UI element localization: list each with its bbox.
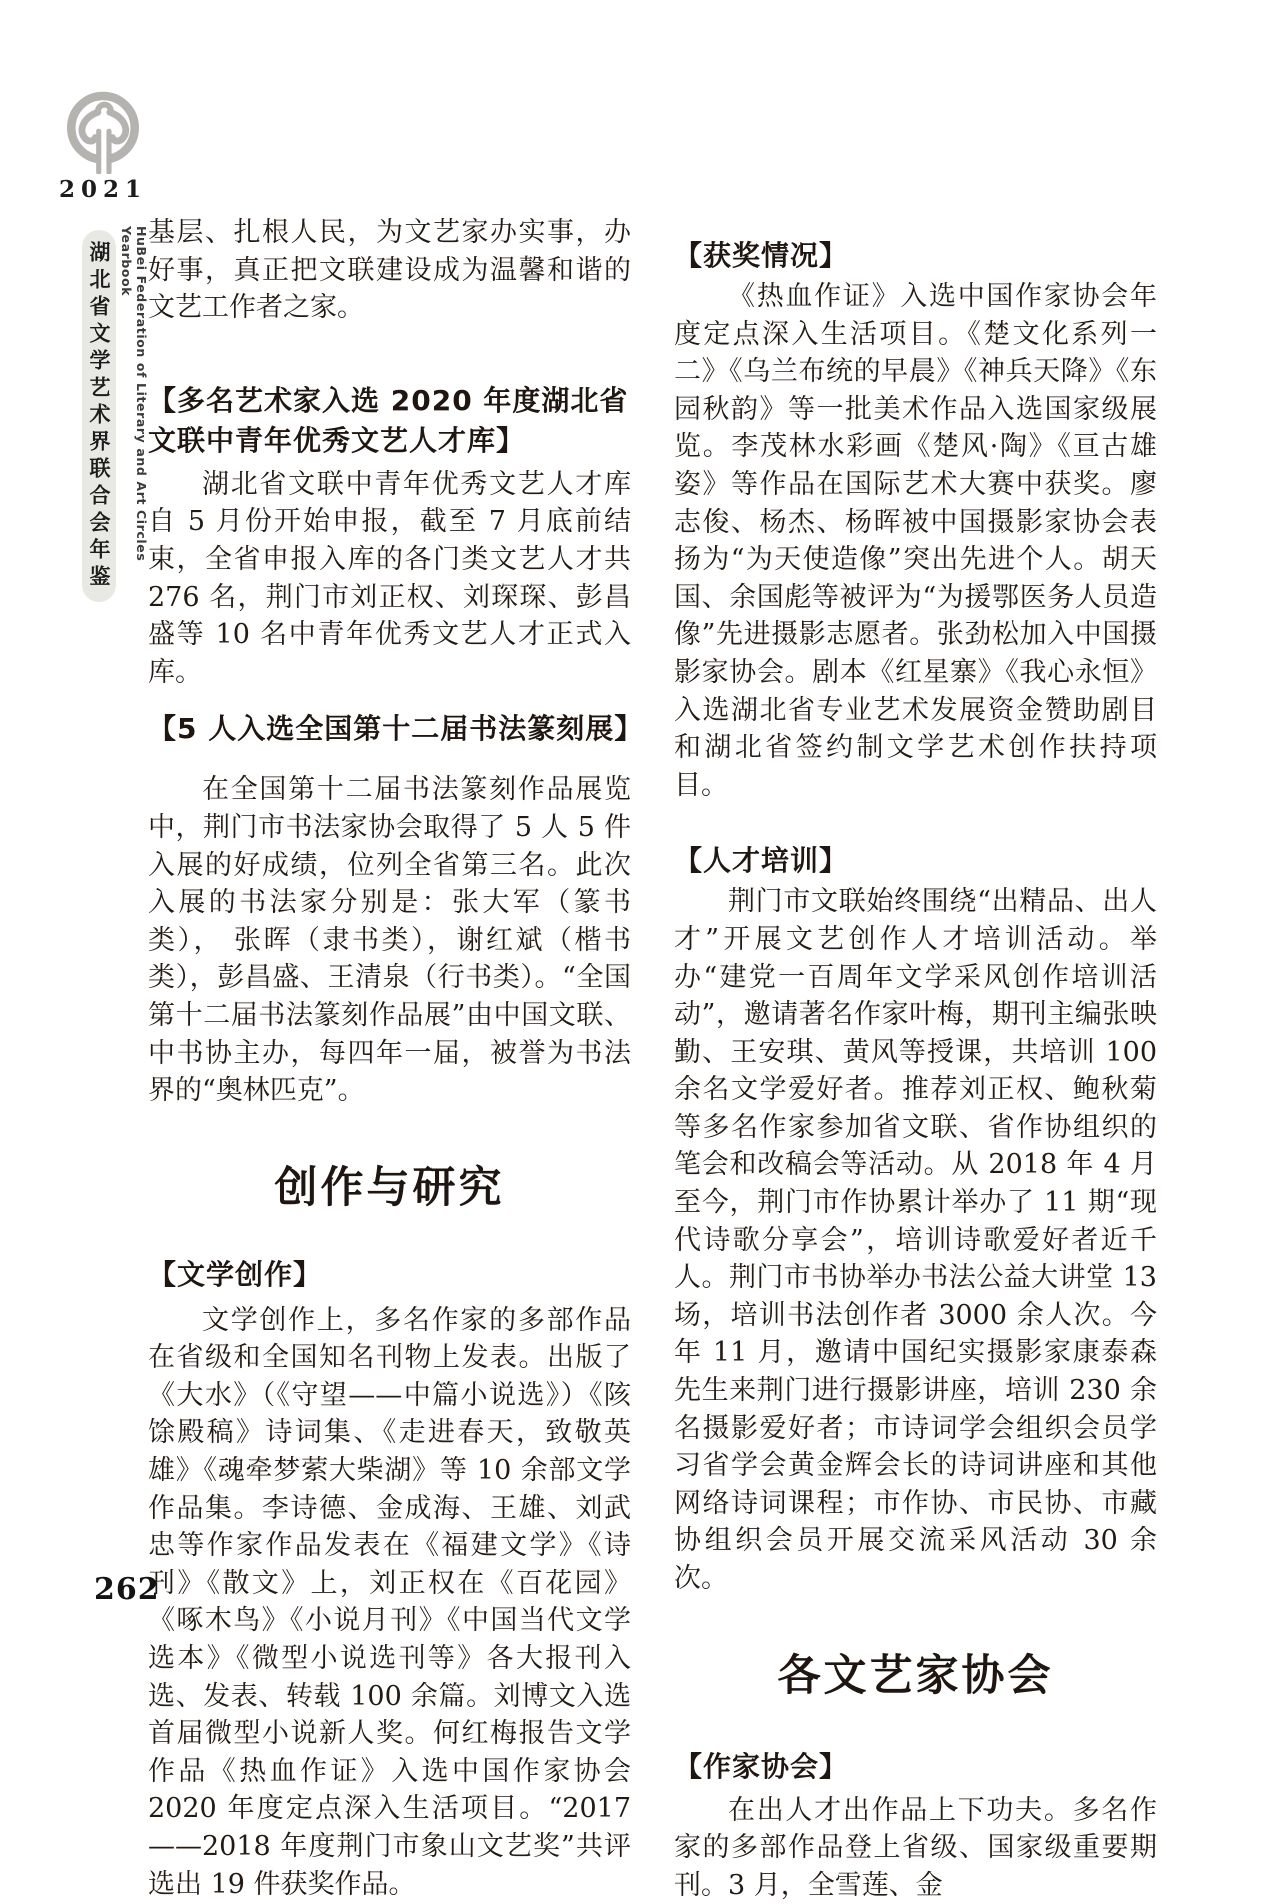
left-column <box>148 200 644 1903</box>
entry-heading-literary-creation: 【文学创作】 <box>148 1257 323 1291</box>
entry-body-calligraphy-exhibit: 在全国第十二届书法篆刻作品展览中，荆门市书法家协会取得了 5 人 5 件入展的好成绩，位列全省第三名。此次入展的书法家分别是：张大军（篆书类）， 张晖（隶书类），谢红斌（楷书类），彭昌盛、王清泉（行书类）。“全国第十二届书法篆刻作品展”由中国文联、中书协主办，每四年一届，被誉为书法界的“奥林匹克”。 <box>148 774 631 1107</box>
entry-body-writers-association: 在出人才出作品上下功夫。多名作家的多部作品登上省级、国家级重要期刊。3 月，全雪莲、金 <box>674 1794 1157 1901</box>
entry-body-talent-pool: 湖北省文联中青年优秀文艺人才库自 5 月份开始申报，截至 7 月底前结束，全省申报入库的各门类文艺人才共 276 名，荆门市刘正权、刘琛琛、彭昌盛等 10 名中青年优秀文艺人才正式入库。 <box>148 468 631 688</box>
entry-body-talent-training: 荆门市文联始终围绕“出精品、出人才”开展文艺创作人才培训活动。举办“建党一百周年文学采风创作培训活动”，邀请著名作家叶梅，期刊主编张映勤、王安琪、黄风等授课，共培训 100 余名文学爱好者。推荐刘正权、鲍秋菊等多名作家参加省文联、省作协组织的笔会和改稿会等活动。从 2018 年 4 月至今，荆门市作协累计举办了 11 期“现代诗歌分享会”，培训诗歌爱好者近千人。荆门市书协举办书法公益大讲堂 13 场，培训书法创作者 3000 余人次。今年 11 月，邀请中国纪实摄影家康泰森先生来荆门进行摄影讲座，培训 230 余名摄影爱好者；市诗词学会组织会员学习省学会黄金辉会长的诗词讲座和其他网络诗词课程；市作协、市民协、市藏协组织会员开展交流采风活动 30 余次。 <box>674 886 1157 1594</box>
entry-heading-calligraphy-exhibit: 【5 人入选全国第十二届书法篆刻展】 <box>148 712 644 746</box>
page-number: 262 <box>94 1572 160 1607</box>
brand-block <box>58 90 148 203</box>
right-column <box>674 200 1157 1904</box>
entry-heading-talent-pool: 【多名艺术家入选 2020 年度湖北省文联中青年优秀文艺人才库】 <box>148 383 629 457</box>
brand-year: 2021 <box>58 176 147 203</box>
entry-heading-awards: 【获奖情况】 <box>674 239 849 272</box>
entry-heading-writers-association: 【作家协会】 <box>674 1749 849 1783</box>
sidebar-title-strip <box>82 230 116 602</box>
intro-paragraph: 基层、扎根人民，为文艺家办实事，办好事，真正把文联建设成为温馨和谐的文艺工作者之家。 <box>148 217 631 324</box>
sidebar-title-cn: 湖北省文学艺术界联合会年鉴 <box>87 240 111 592</box>
sidebar-title-en: HuBei Federation of Literary and Art Circles Yearbook <box>119 226 149 562</box>
entry-body-literary-creation: 文学创作上，多名作家的多部作品在省级和全国知名刊物上发表。出版了《大水》（《守望——中篇小说选》）《陔馀殿稿》诗词集、《走进春天，致敬英雄》《魂牵梦萦大柴湖》等 10 余部文学作品集。李诗德、金成海、王雄、刘武忠等作家作品发表在《福建文学》《诗刊》《散文》上，刘正权在《百花园》《啄木鸟》《小说月刊》《中国当代文学选本》《微型小说选刊等》各大报刊入选、发表、转载 100 余篇。刘博文入选首届微型小说新人奖。何红梅报告文学作品《热血作证》入选中国作家协会 2020 年度定点深入生活项目。“2017——2018 年度荆门市象山文艺奖”共评选出 19 件获奖作品。 <box>148 1304 631 1900</box>
chapter-heading-associations: 各文艺家协会 <box>777 1650 1054 1701</box>
chapter-heading-creation-research: 创作与研究 <box>274 1162 505 1213</box>
wenlian-emblem-icon <box>58 90 148 174</box>
entry-heading-talent-training: 【人才培训】 <box>674 844 849 878</box>
entry-body-awards: 《热血作证》入选中国作家协会年度定点深入生活项目。《楚文化系列一二》《乌兰布统的早晨》《神兵天降》《东园秋韵》等一批美术作品入选国家级展览。李茂林水彩画《楚风·陶》《亘古雄姿》等作品在国际艺术大赛中获奖。廖志俊、杨杰、杨晖被中国摄影家协会表扬为“为天使造像”突出先进个人。胡天国、余国彪等被评为“为援鄂医务人员造像”先进摄影志愿者。张劲松加入中国摄影家协会。剧本《红星寨》《我心永恒》入选湖北省专业艺术发展资金赞助剧目和湖北省签约制文学艺术创作扶持项目。 <box>674 281 1157 801</box>
